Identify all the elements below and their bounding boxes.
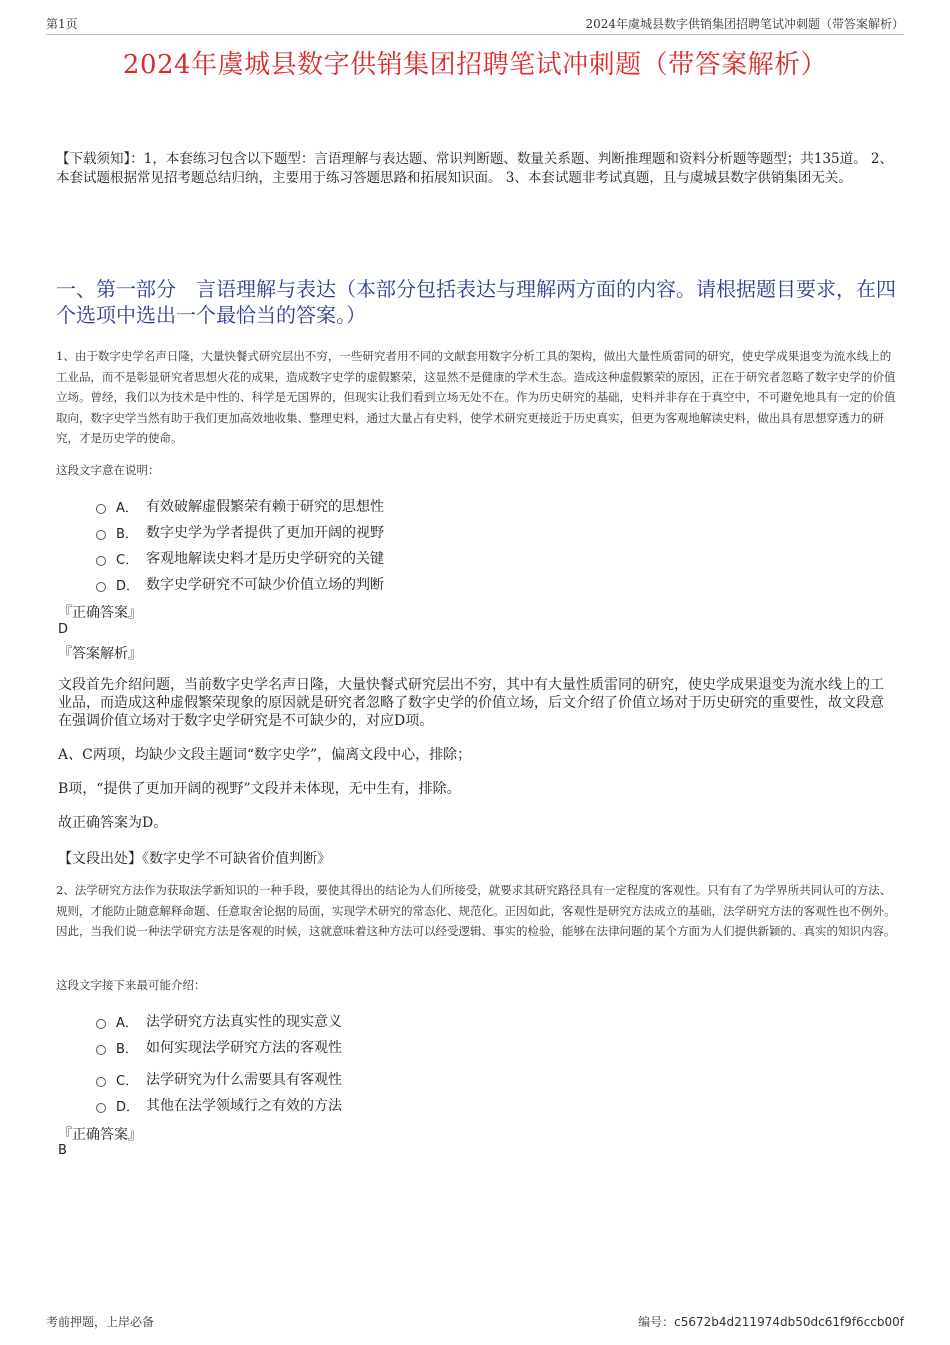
footer-doc-id: 编号：c5672b4d211974db50dc61f9f6ccb00f bbox=[638, 1315, 904, 1329]
question-1-options bbox=[96, 493, 384, 597]
option-d[interactable]: D． 数字史学研究不可缺少价值立场的判断 bbox=[96, 571, 384, 597]
radio-icon[interactable] bbox=[96, 556, 106, 566]
page-number: 第1页 bbox=[46, 17, 78, 31]
answer-value: D bbox=[58, 622, 69, 637]
download-notice: 【下载须知】：1，本套练习包含以下题型：言语理解与表达题、常识判断题、数量关系题、判断推理题和资料分析题等题型；共135道。 2、本套试题根据常见招考题总结归纳，主要用于练习答题思路和拓展知识面。 3、本套试题非考试真题，且与虞城县数字供销集团无关。 bbox=[56, 151, 893, 186]
option-c[interactable]: C． 客观地解读史料才是历史学研究的关键 bbox=[96, 545, 384, 571]
answer-value: B bbox=[58, 1143, 67, 1158]
option-a[interactable]: A． 有效破解虚假繁荣有赖于研究的思想性 bbox=[96, 493, 384, 519]
option-d[interactable]: D． 其他在法学领域行之有效的方法 bbox=[96, 1092, 342, 1118]
radio-icon[interactable] bbox=[96, 1045, 106, 1055]
radio-icon[interactable] bbox=[96, 1019, 106, 1029]
section-heading: 一、第一部分 言语理解与表达（本部分包括表达与理解两方面的内容。请根据题目要求，在四个选项中选出一个最恰当的答案。） bbox=[56, 277, 896, 327]
header-doc-title: 2024年虞城县数字供销集团招聘笔试冲刺题（带答案解析） bbox=[585, 17, 904, 31]
radio-icon[interactable] bbox=[96, 1077, 106, 1087]
text-source: 【文段出处】《数字史学不可缺省价值判断》 bbox=[58, 851, 331, 867]
document-title: 2024年虞城县数字供销集团招聘笔试冲刺题（带答案解析） bbox=[122, 50, 828, 80]
radio-icon[interactable] bbox=[96, 1103, 106, 1113]
page-header bbox=[46, 12, 904, 35]
radio-icon[interactable] bbox=[96, 504, 106, 514]
answer-label: 『正确答案』 bbox=[58, 605, 142, 621]
option-a[interactable]: A． 法学研究方法真实性的现实意义 bbox=[96, 1008, 342, 1034]
question-2-options bbox=[96, 1008, 342, 1118]
radio-icon[interactable] bbox=[96, 582, 106, 592]
analysis-paragraph: B项，“提供了更加开阔的视野”文段并未体现，无中生有，排除。 bbox=[58, 781, 461, 797]
question-2-prompt: 这段文字接下来最可能介绍： bbox=[56, 978, 206, 992]
question-2-text: 2、法学研究方法作为获取法学新知识的一种手段，要使其得出的结论为人们所接受，就要求其研究路径具有一定程度的客观性。只有有了为学界所共同认可的方法、规则，才能防止随意解释命题、任意取舍论据的局面，实现学术研究的常态化、规范化。正因如此，客观性是研究方法成立的基础，法学研究方法的客观性也不例外。因此，当我们说一种法学研究方法是客观的时候，这就意味着这种方法可以经受逻辑、事实的检验，能够在法律问题的某个方面为人们提供新颖的、真实的知识内容。 bbox=[56, 883, 896, 938]
answer-label: 『正确答案』 bbox=[58, 1127, 142, 1143]
analysis-paragraph: 故正确答案为D。 bbox=[58, 815, 168, 831]
question-1-text: 1、由于数字史学名声日隆，大量快餐式研究层出不穷，一些研究者用不同的文献套用数字分析工具的架构，做出大量性质雷同的研究，使史学成果退变为流水线上的工业品，而不是彰显研究者思想火花的成果，造成数字史学的虚假繁荣，这显然不是健康的学术生态。造成这种虚假繁荣的原因，正在于研究者忽略了数字史学的价值立场。曾经，我们以为技术是中性的、科学是无国界的，但现实让我们看到立场无处不在。作为历史研究的基础，史料并非存在于真空中，不可避免地具有一定的价值取向，数字史学当然有助于我们更加高效地收集、整理史料，通过大量占有史料，使学术研究更接近于历史真实，但更为客观地解读史料，做出具有思想穿透力的研究，才是历史学的使命。 bbox=[56, 349, 896, 445]
question-1-prompt: 这段文字意在说明： bbox=[56, 463, 160, 477]
radio-icon[interactable] bbox=[96, 530, 106, 540]
option-b[interactable]: B． 如何实现法学研究方法的客观性 bbox=[96, 1034, 342, 1060]
analysis-paragraph: A、C两项，均缺少文段主题词“数字史学”，偏离文段中心，排除； bbox=[58, 747, 472, 763]
footer-slogan: 考前押题，上岸必备 bbox=[46, 1315, 155, 1329]
option-b[interactable]: B． 数字史学为学者提供了更加开阔的视野 bbox=[96, 519, 384, 545]
option-c[interactable]: C． 法学研究为什么需要具有客观性 bbox=[96, 1066, 342, 1092]
analysis-paragraph: 文段首先介绍问题，当前数字史学名声日隆，大量快餐式研究层出不穷，其中有大量性质雷同的研究，使史学成果退变为流水线上的工业品，而造成这种虚假繁荣现象的原因就是研究者忽略了数字史学的价值立场，后文介绍了价值立场对于历史研究的重要性，故文段意在强调价值立场对于数字史学研究是不可缺少的，对应D项。 bbox=[58, 677, 884, 729]
analysis-label: 『答案解析』 bbox=[58, 646, 142, 662]
